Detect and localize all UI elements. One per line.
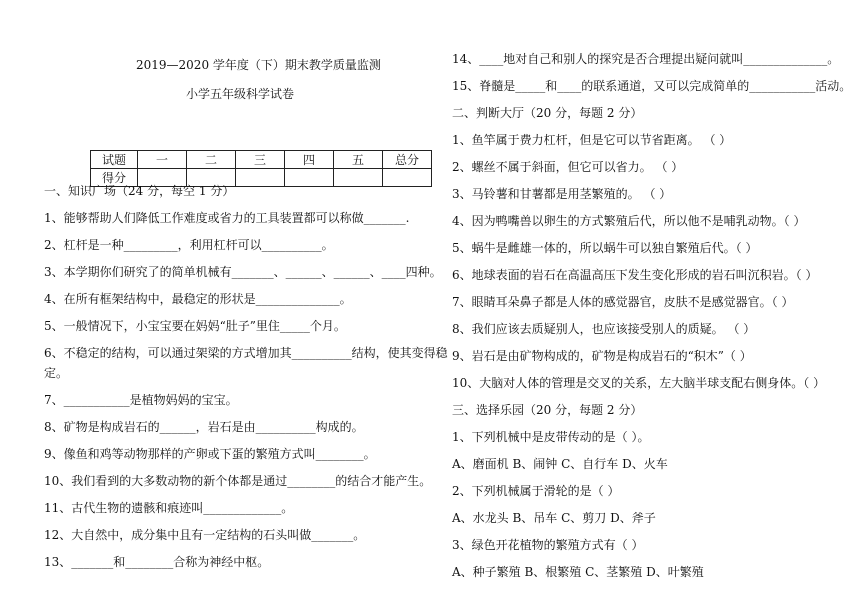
question-line: 1、鱼竿属于费力杠杆，但是它可以节省距离。 （ ） [452, 133, 732, 147]
question-line: 12、大自然中，成分集中且有一定结构的石头叫做_______。 [44, 528, 366, 542]
choice-options: A、水龙头 B、吊车 C、剪刀 D、斧子 [452, 511, 656, 525]
question-line: 9、像鱼和鸡等动物那样的产卵或下蛋的繁殖方式叫________。 [44, 447, 376, 461]
question-line: 4、在所有框架结构中，最稳定的形状是______________。 [44, 292, 352, 306]
score-table-row [91, 151, 432, 169]
question-line: 7、眼睛耳朵鼻子都是人体的感觉器官，皮肤不是感觉器官。（ ） [452, 295, 794, 309]
question-line: 10、大脑对人体的管理是交叉的关系，左大脑半球支配右侧身体。（ ） [452, 376, 826, 390]
question-line: 5、蜗牛是雌雄一体的，所以蜗牛可以独自繁殖后代。（ ） [452, 241, 758, 255]
question-line: 10、我们看到的大多数动物的新个体都是通过________的结合才能产生。 [44, 474, 432, 488]
question-line: 9、岩石是由矿物构成的，矿物是构成岩石的“积木”（ ） [452, 349, 752, 363]
question-line: 5、一般情况下，小宝宝要在妈妈“肚子”里住_____个月。 [44, 319, 346, 333]
question-line: 2、杠杆是一种_________，利用杠杆可以__________。 [44, 238, 334, 252]
score-cell: 二 [187, 151, 236, 169]
choice-options: A、磨面机 B、闹钟 C、自行车 D、火车 [452, 457, 668, 471]
question-line: 7、___________是植物妈妈的宝宝。 [44, 393, 238, 407]
score-cell: 得分 [91, 169, 138, 187]
question-line: 3、绿色开花植物的繁殖方式有（ ） [452, 538, 644, 552]
question-line: 2、螺丝不属于斜面，但它可以省力。 （ ） [452, 160, 684, 174]
question-line: 4、因为鸭嘴兽以卵生的方式繁殖后代，所以他不是哺乳动物。（ ） [452, 214, 806, 228]
question-line: 11、古代生物的遗骸和痕迹叫_____________。 [44, 501, 294, 515]
score-cell: 总分 [383, 151, 432, 169]
question-line: 8、我们应该去质疑别人，也应该接受别人的质疑。 （ ） [452, 322, 756, 336]
score-cell: 四 [285, 151, 334, 169]
score-cell: 五 [334, 151, 383, 169]
question-line: 3、本学期你们研究了的简单机械有_______、______、______、____四种。 [44, 265, 442, 279]
score-cell: 试题 [91, 151, 138, 169]
exam-title: 2019—2020 学年度（下）期末教学质量监测 [136, 58, 381, 72]
score-cell: 三 [236, 151, 285, 169]
question-line: 3、马铃薯和甘薯都是用茎繁殖的。 （ ） [452, 187, 672, 201]
exam-subtitle: 小学五年级科学试卷 [186, 87, 295, 101]
question-line: 1、能够帮助人们降低工作难度或省力的工具装置都可以称做_______. [44, 211, 410, 225]
question-line: 1、下列机械中是皮带传动的是（ ）。 [452, 430, 650, 444]
question-line: 14、____地对自己和别人的探究是否合理提出疑问就叫______________。 [452, 52, 840, 66]
question-line: 15、脊髓是_____和____的联系通道，又可以完成简单的___________活动。 [452, 79, 852, 93]
score-input-cell[interactable] [383, 169, 432, 187]
choice-options: A、种子繁殖 B、根繁殖 C、茎繁殖 D、叶繁殖 [452, 565, 704, 579]
question-line: 6、不稳定的结构，可以通过架梁的方式增加其__________结构，使其变得稳 [44, 346, 448, 360]
question-line: 2、下列机械属于滑轮的是（ ） [452, 484, 620, 498]
question-line: 8、矿物是构成岩石的______，岩石是由__________构成的。 [44, 420, 364, 434]
question-line: 6、地球表面的岩石在高温高压下发生变化形成的岩石叫沉积岩。（ ） [452, 268, 818, 282]
section-heading: 二、判断大厅（20 分，每题 2 分） [452, 106, 643, 120]
section-heading: 三、选择乐园（20 分，每题 2 分） [452, 403, 643, 417]
score-input-cell[interactable] [285, 169, 334, 187]
section-heading: 一、知识广场（24 分，每空 1 分） [44, 184, 235, 198]
question-line: 13、_______和________合称为神经中枢。 [44, 555, 270, 569]
score-input-cell[interactable] [236, 169, 285, 187]
score-cell: 一 [138, 151, 187, 169]
question-line: 定。 [44, 366, 69, 380]
score-input-cell[interactable] [334, 169, 383, 187]
score-table [90, 150, 432, 187]
